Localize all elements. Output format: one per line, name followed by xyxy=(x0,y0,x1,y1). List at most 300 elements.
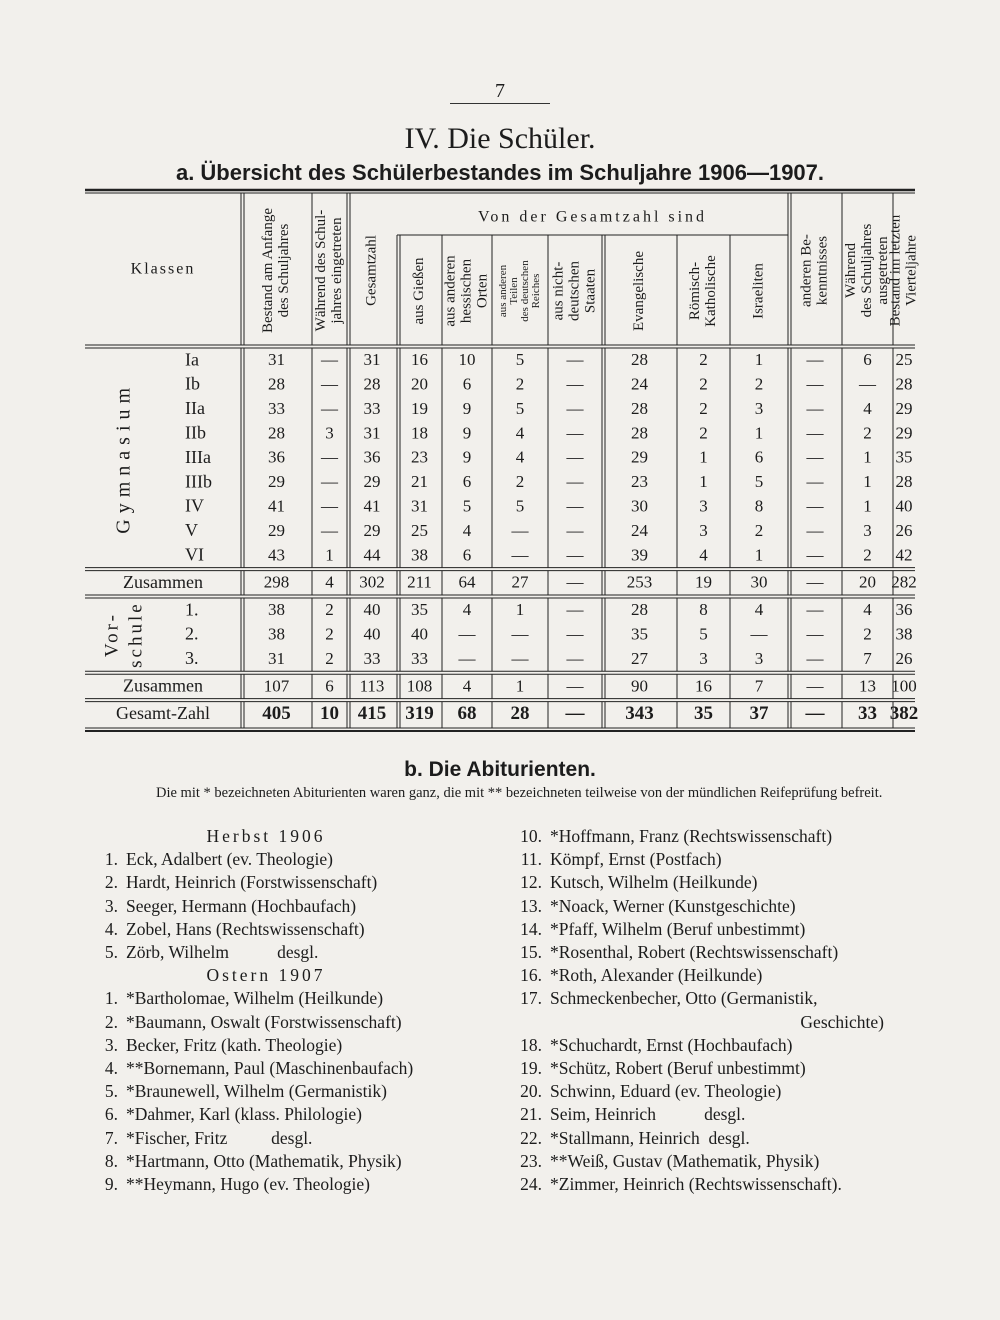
abiturient-entry xyxy=(512,1104,912,1127)
abiturient-entry xyxy=(92,1104,442,1127)
student-statistics-table xyxy=(85,190,920,738)
column-header-israeliten: Israeliten xyxy=(750,263,767,319)
table-cell: 415 xyxy=(357,703,387,725)
row-label: Gesamt-Zahl xyxy=(116,702,210,723)
abiturient-entry xyxy=(92,1012,442,1035)
table-cell: 29 xyxy=(895,423,913,443)
table-cell: 18 xyxy=(411,423,428,443)
table-cell: 28 xyxy=(268,423,285,443)
abiturient-entry xyxy=(512,1081,912,1104)
abiturient-name: Zobel, Hans (Rechtswissenschaft) xyxy=(126,918,365,939)
table-cell: 31 xyxy=(411,496,428,516)
table-cell: 4 xyxy=(863,600,872,620)
abiturient-entry xyxy=(512,1058,912,1081)
abiturient-number: 5. xyxy=(104,1081,118,1102)
table-cell: 282 xyxy=(891,572,917,592)
abiturient-name: *Noack, Werner (Kunstgeschichte) xyxy=(550,895,796,916)
table-cell: 16 xyxy=(695,676,712,696)
table-cell: 29 xyxy=(363,472,381,492)
column-header-waehrend_eingetreten: jahres eingetreten xyxy=(328,217,345,324)
table-cell: — xyxy=(566,496,584,516)
column-header-andere_bekenntnisse: anderen Be- xyxy=(798,234,815,307)
row-label: IIIb xyxy=(185,471,212,492)
abiturient-number: 12. xyxy=(520,872,542,893)
table-cell: — xyxy=(566,676,584,696)
column-header-giessen: aus Gießen xyxy=(410,257,427,325)
table-cell: 33 xyxy=(858,703,877,725)
abiturient-number: 18. xyxy=(520,1034,542,1055)
abiturient-number: 14. xyxy=(520,918,542,939)
abiturient-name: Hardt, Heinrich (Forstwissenschaft) xyxy=(126,872,378,893)
abiturient-name: **Bornemann, Paul (Maschinenbaufach) xyxy=(126,1058,414,1078)
abiturient-entry xyxy=(512,1035,912,1058)
table-cell: — xyxy=(566,472,584,492)
table-cell: 31 xyxy=(268,350,285,370)
abiturient-entry xyxy=(92,849,442,872)
table-cell: 37 xyxy=(749,703,769,725)
abiturient-name: Eck, Adalbert (ev. Theologie) xyxy=(126,849,334,870)
abiturient-name: *Rosenthal, Robert (Rechtswissenschaft) xyxy=(550,942,839,962)
table-cell: 40 xyxy=(895,496,913,516)
table-cell: 4 xyxy=(754,600,764,620)
column-header-nichtdeutsch: deutschen xyxy=(566,261,583,321)
table-cell: 2 xyxy=(325,648,334,668)
table-cell: 2 xyxy=(863,545,872,565)
table-cell: 40 xyxy=(363,600,381,620)
abiturient-entry xyxy=(512,826,912,849)
table-cell: 5 xyxy=(462,496,472,516)
table-cell: 3 xyxy=(863,520,872,540)
row-label: 3. xyxy=(185,648,199,669)
table-cell: 298 xyxy=(263,572,290,592)
abiturient-number: 11. xyxy=(520,849,542,870)
abiturient-number: 3. xyxy=(104,1034,118,1055)
table-cell: — xyxy=(806,472,824,492)
table-cell: 26 xyxy=(895,648,913,668)
table-cell: 31 xyxy=(268,648,285,668)
column-header-bestand_ende: Bestand im letzten xyxy=(887,214,904,327)
table-cell: 1 xyxy=(863,447,872,467)
row-label: Ia xyxy=(185,349,199,370)
row-label: Ib xyxy=(185,373,200,394)
table-cell: 28 xyxy=(895,472,913,492)
table-cell: 2 xyxy=(325,624,334,644)
table-cell: — xyxy=(566,423,584,443)
table-cell: 29 xyxy=(631,447,648,467)
table-cell: 2 xyxy=(699,350,708,370)
table-cell: 2 xyxy=(699,423,708,443)
table-cell: 27 xyxy=(511,572,529,592)
table-cell: 3 xyxy=(699,496,708,516)
abiturient-name: *Baumann, Oswalt (Forstwissenschaft) xyxy=(126,1011,402,1032)
abiturient-number: 8. xyxy=(104,1150,118,1171)
section-title: IV. Die Schüler. xyxy=(404,122,596,155)
column-header-waehrend_eingetreten: Während des Schul- xyxy=(312,209,329,332)
abiturient-number: 15. xyxy=(520,942,542,962)
column-header-ausgetreten: ausgetreten xyxy=(874,236,891,305)
abiturient-entry xyxy=(92,1058,442,1081)
abiturient-entry xyxy=(92,1035,442,1058)
abiturient-entry xyxy=(512,1174,912,1197)
table-cell: 6 xyxy=(462,472,472,492)
abiturient-number: 5. xyxy=(104,942,118,962)
abiturient-entry xyxy=(512,1012,912,1035)
column-header-bestand_ende: Vierteljahre xyxy=(903,235,920,306)
table-cell: — xyxy=(806,496,824,516)
table-cell: 29 xyxy=(268,520,285,540)
table-cell: — xyxy=(511,545,529,565)
abiturient-number: 22. xyxy=(520,1127,542,1148)
page-number: 7 xyxy=(495,80,505,102)
abiturient-entry xyxy=(92,872,442,895)
table-cell: 405 xyxy=(262,703,291,725)
abiturienten-footnote: Die mit * bezeichneten Abiturienten waren ganz, die mit ** bezeichneten teilweise von der mündlichen Reifeprüfung befreit. xyxy=(156,785,883,801)
table-cell: 6 xyxy=(863,350,872,370)
table-cell: 4 xyxy=(699,545,708,565)
abiturient-number: 1. xyxy=(104,849,118,870)
abiturient-name: Zörb, Wilhelm desgl. xyxy=(126,942,319,962)
table-cell: 33 xyxy=(411,648,428,668)
table-cell: 35 xyxy=(411,600,428,620)
abiturient-name: Seeger, Hermann (Hochbaufach) xyxy=(126,895,357,916)
abiturient-name: *Braunewell, Wilhelm (Germanistik) xyxy=(126,1081,387,1102)
row-label: Zusammen xyxy=(123,675,203,696)
table-cell: 2 xyxy=(754,374,764,394)
abiturient-number: 1. xyxy=(104,988,118,1009)
table-cell: 2 xyxy=(754,520,764,540)
table-cell: — xyxy=(321,447,338,467)
row-label: 1. xyxy=(185,599,199,620)
term-heading-text: Herbst 1906 xyxy=(206,826,326,846)
abiturient-entry xyxy=(512,849,912,872)
gymnasium-label: Gymnasium xyxy=(112,381,135,534)
table-cell: 36 xyxy=(268,447,285,467)
table-cell: 33 xyxy=(363,648,381,668)
row-label: IV xyxy=(185,495,204,516)
table-cell: 1 xyxy=(325,545,334,565)
table-cell: 23 xyxy=(631,472,648,492)
table-cell: 44 xyxy=(363,545,381,565)
table-cell: 90 xyxy=(631,676,648,696)
table-cell: — xyxy=(566,545,584,565)
table-cell: 31 xyxy=(363,423,381,443)
abiturient-name: *Roth, Alexander (Heilkunde) xyxy=(550,965,763,986)
column-header-ausgetreten: des Schuljahres xyxy=(858,223,875,318)
table-cell: 4 xyxy=(462,600,472,620)
table-cell: 36 xyxy=(363,447,381,467)
abiturient-name: *Bartholomae, Wilhelm (Heilkunde) xyxy=(126,988,384,1009)
table-cell: 4 xyxy=(462,520,472,540)
table-cell: — xyxy=(566,447,584,467)
table-cell: 30 xyxy=(750,572,768,592)
table-cell: 21 xyxy=(411,472,428,492)
abiturient-entry xyxy=(512,896,912,919)
table-cell: 253 xyxy=(626,572,653,592)
abiturient-name: **Weiß, Gustav (Mathematik, Physik) xyxy=(550,1150,820,1171)
abiturient-number: 6. xyxy=(104,1104,118,1125)
table-cell: 29 xyxy=(363,520,381,540)
table-cell: 4 xyxy=(515,423,525,443)
table-cell: — xyxy=(806,520,824,540)
abiturient-name: *Schütz, Robert (Beruf unbestimmt) xyxy=(550,1058,806,1078)
table-cell: 1 xyxy=(515,676,525,696)
table-cell: 25 xyxy=(895,350,913,370)
table-cell: — xyxy=(806,350,824,370)
table-cell: 20 xyxy=(411,374,428,394)
table-cell: — xyxy=(566,374,584,394)
table-cell: 28 xyxy=(631,350,648,370)
column-header-bestand_anfang: Bestand am Anfange xyxy=(259,208,276,333)
abiturient-entry xyxy=(512,919,912,942)
column-header-hessische_orte: aus anderen xyxy=(442,255,459,327)
row-label: IIb xyxy=(185,422,206,443)
column-header-bestand_anfang: des Schuljahres xyxy=(275,223,292,318)
table-cell: 9 xyxy=(462,447,472,467)
table-cell: 343 xyxy=(625,703,654,725)
table-cell: — xyxy=(511,520,529,540)
table-cell: — xyxy=(806,545,824,565)
table-cell: 1 xyxy=(515,600,525,620)
row-label: Zusammen xyxy=(123,571,203,592)
abiturient-name: *Schuchardt, Ernst (Hochbaufach) xyxy=(550,1034,793,1055)
table-cell: 38 xyxy=(411,545,428,565)
statistics-table-grid xyxy=(85,190,920,738)
table-cell: 9 xyxy=(462,423,472,443)
table-cell: 211 xyxy=(407,572,432,592)
table-cell: 23 xyxy=(411,447,428,467)
table-cell: 29 xyxy=(268,472,285,492)
table-cell: — xyxy=(806,648,824,668)
table-cell: 1 xyxy=(699,447,708,467)
abiturient-name: Schwinn, Eduard (ev. Theologie) xyxy=(550,1081,782,1102)
table-cell: 5 xyxy=(515,398,525,418)
table-cell: — xyxy=(859,374,876,394)
table-cell: — xyxy=(806,447,824,467)
subsection-a-title: a. Übersicht des Schülerbestandes im Schuljahre 1906—1907. xyxy=(175,160,825,185)
table-cell: 107 xyxy=(263,676,290,696)
table-cell: 30 xyxy=(631,496,648,516)
table-cell: 1 xyxy=(699,472,708,492)
abiturient-number: 9. xyxy=(104,1174,118,1194)
table-cell: 29 xyxy=(895,398,913,418)
abiturient-entry xyxy=(512,942,912,965)
column-header-nichtdeutsch: aus nicht- xyxy=(550,261,567,321)
table-cell: 28 xyxy=(631,398,648,418)
table-cell: — xyxy=(566,520,584,540)
table-cell: 108 xyxy=(406,676,433,696)
table-cell: 382 xyxy=(889,703,919,725)
table-cell: 68 xyxy=(457,703,477,725)
table-cell: 16 xyxy=(411,350,428,370)
table-cell: 4 xyxy=(325,572,334,592)
abiturient-number: 10. xyxy=(520,826,542,846)
table-cell: 3 xyxy=(699,648,708,668)
table-cell: 3 xyxy=(754,648,764,668)
abiturient-name: Kutsch, Wilhelm (Heilkunde) xyxy=(550,872,758,893)
column-header-dt_reich: aus anderen xyxy=(497,264,510,318)
abiturient-entry xyxy=(92,919,442,942)
table-cell: 40 xyxy=(411,624,428,644)
table-cell: 28 xyxy=(268,374,285,394)
table-cell: 2 xyxy=(325,600,334,620)
table-cell: 28 xyxy=(631,423,648,443)
table-cell: 28 xyxy=(363,374,381,394)
abiturient-name: *Dahmer, Karl (klass. Philologie) xyxy=(126,1104,362,1125)
table-cell: 26 xyxy=(895,520,913,540)
abiturient-entry xyxy=(512,965,912,988)
table-cell: — xyxy=(566,572,584,592)
abiturient-number: 24. xyxy=(520,1174,542,1194)
table-cell: 2 xyxy=(863,624,872,644)
column-header-dt_reich: Reiches xyxy=(530,273,543,309)
table-cell: 33 xyxy=(363,398,381,418)
abiturient-entry xyxy=(512,1151,912,1174)
table-cell: 64 xyxy=(458,572,476,592)
column-header-evangelisch: Evangelische xyxy=(630,251,647,331)
abiturient-name: *Pfaff, Wilhelm (Beruf unbestimmt) xyxy=(550,918,806,939)
abiturient-entry xyxy=(92,1081,442,1104)
abiturienten-term-heading xyxy=(92,826,442,849)
table-cell: — xyxy=(806,423,824,443)
table-cell: — xyxy=(511,624,529,644)
table-cell: 3 xyxy=(699,520,708,540)
abiturient-name: Kömpf, Ernst (Postfach) xyxy=(550,849,722,870)
table-cell: 3 xyxy=(325,423,334,443)
table-cell: 38 xyxy=(268,624,285,644)
table-cell: 19 xyxy=(411,398,428,418)
table-cell: 6 xyxy=(325,676,334,696)
table-cell: — xyxy=(566,600,584,620)
table-cell: 10 xyxy=(320,703,339,725)
abiturient-number: 23. xyxy=(520,1150,542,1171)
table-cell: — xyxy=(750,624,768,644)
table-cell: — xyxy=(511,648,529,668)
table-cell: 302 xyxy=(359,572,385,592)
table-cell: 4 xyxy=(462,676,472,696)
table-cell: 7 xyxy=(754,676,764,696)
table-cell: 5 xyxy=(754,472,764,492)
table-cell: — xyxy=(458,624,476,644)
table-cell: — xyxy=(321,472,338,492)
table-cell: 8 xyxy=(754,496,764,516)
table-cell: 6 xyxy=(462,374,472,394)
abiturient-name: *Stallmann, Heinrich desgl. xyxy=(550,1127,750,1148)
abiturient-entry xyxy=(512,872,912,895)
abiturient-number: 4. xyxy=(104,1058,118,1078)
column-header-nichtdeutsch: Staaten xyxy=(582,268,599,314)
table-cell: 10 xyxy=(458,350,476,370)
table-cell: 1 xyxy=(754,545,764,565)
subsection-b-title: b. Die Abiturienten. xyxy=(404,758,596,781)
table-cell: 13 xyxy=(859,676,876,696)
table-cell: 2 xyxy=(515,374,525,394)
table-cell: — xyxy=(565,703,585,725)
table-cell: — xyxy=(806,398,824,418)
group-header-label: Von der Gesamtzahl sind xyxy=(477,208,708,226)
abiturient-name: *Fischer, Fritz desgl. xyxy=(126,1127,313,1148)
row-label: 2. xyxy=(185,623,199,644)
table-cell: 1 xyxy=(754,423,764,443)
abiturient-entry xyxy=(512,988,912,1011)
table-cell: 5 xyxy=(699,624,708,644)
row-label: IIIa xyxy=(185,446,211,467)
table-cell: — xyxy=(458,648,476,668)
table-cell: 4 xyxy=(515,447,525,467)
table-cell: — xyxy=(566,648,584,668)
abiturienten-list-right xyxy=(512,826,912,1216)
abiturient-entry xyxy=(92,988,442,1011)
table-cell: 113 xyxy=(359,676,385,696)
table-cell: 7 xyxy=(863,648,872,668)
page-number-rule xyxy=(450,103,550,104)
table-cell: 25 xyxy=(411,520,428,540)
klassen-header: Klassen xyxy=(130,260,196,278)
table-cell: 20 xyxy=(859,572,876,592)
abiturient-number: 16. xyxy=(520,965,542,986)
table-cell: 2 xyxy=(699,374,708,394)
abiturient-entry xyxy=(92,1174,442,1197)
abiturient-entry xyxy=(92,1128,442,1151)
abiturienten-term-heading xyxy=(92,965,442,988)
table-cell: — xyxy=(566,350,584,370)
table-cell: 35 xyxy=(631,624,648,644)
column-header-hessische_orte: Orten xyxy=(474,273,491,309)
table-cell: — xyxy=(321,374,338,394)
column-header-katholisch: Katholische xyxy=(702,255,719,327)
abiturient-number: 17. xyxy=(520,988,542,1009)
table-cell: 38 xyxy=(268,600,285,620)
abiturient-entry xyxy=(92,942,442,965)
column-header-dt_reich: Teilen xyxy=(508,277,521,305)
table-cell: 6 xyxy=(462,545,472,565)
row-label: IIa xyxy=(185,398,205,419)
vorschule-label: Vor- xyxy=(101,612,123,658)
abiturient-number: 13. xyxy=(520,895,542,916)
column-header-katholisch: Römisch- xyxy=(686,261,703,321)
table-cell: 35 xyxy=(694,703,713,725)
term-heading-text: Ostern 1907 xyxy=(206,965,326,986)
table-cell: 28 xyxy=(895,374,913,394)
table-cell: 35 xyxy=(895,447,913,467)
table-cell: — xyxy=(321,496,338,516)
table-cell: 41 xyxy=(363,496,381,516)
table-cell: 24 xyxy=(631,374,648,394)
table-cell: — xyxy=(321,350,338,370)
table-cell: 100 xyxy=(891,676,917,696)
table-cell: 1 xyxy=(863,472,872,492)
table-cell: 2 xyxy=(863,423,872,443)
column-header-hessische_orte: hessischen xyxy=(458,258,475,324)
table-cell: — xyxy=(806,572,824,592)
abiturient-name: Becker, Fritz (kath. Theologie) xyxy=(126,1034,343,1055)
abiturient-name: **Heymann, Hugo (ev. Theologie) xyxy=(126,1174,370,1194)
abiturient-number: 19. xyxy=(520,1058,542,1078)
abiturient-number: 20. xyxy=(520,1081,542,1102)
abiturient-number: 2. xyxy=(104,1011,118,1032)
table-cell: 4 xyxy=(863,398,872,418)
column-header-dt_reich: des deutschen xyxy=(519,260,532,322)
table-cell: 42 xyxy=(895,545,913,565)
column-header-gesamtzahl: Gesamtzahl xyxy=(363,235,380,306)
table-cell: — xyxy=(321,520,338,540)
abiturient-entry-continuation: Geschichte) xyxy=(800,1011,884,1032)
table-cell: 39 xyxy=(631,545,648,565)
table-cell: 31 xyxy=(363,350,381,370)
abiturient-name: *Hartmann, Otto (Mathematik, Physik) xyxy=(126,1150,402,1171)
abiturient-number: 21. xyxy=(520,1104,542,1125)
table-cell: — xyxy=(566,398,584,418)
table-cell: — xyxy=(806,374,824,394)
